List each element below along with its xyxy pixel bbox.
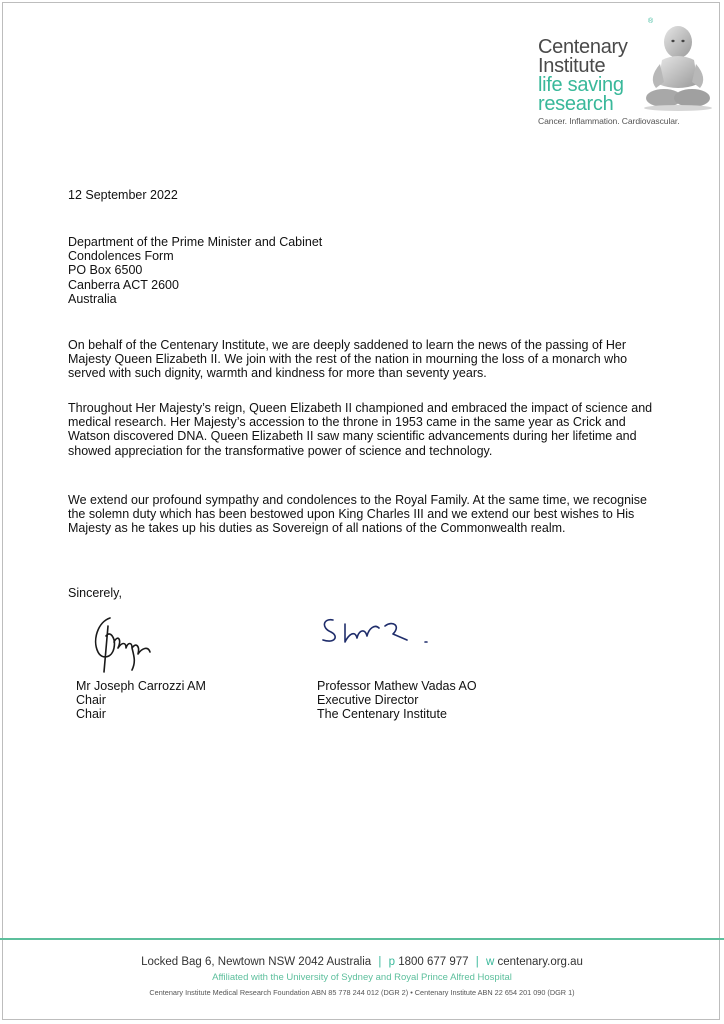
signatory-name: Professor Mathew Vadas AO bbox=[317, 679, 477, 693]
logo-tagline: Cancer. Inflammation. Cardiovascular. bbox=[538, 116, 680, 126]
separator: | bbox=[475, 956, 479, 968]
footer-contact bbox=[0, 956, 724, 968]
phone-prefix: p bbox=[388, 956, 395, 968]
footer-affiliation: Affiliated with the University of Sydney and Royal Prince Alfred Hospital bbox=[212, 972, 512, 983]
centenary-logo bbox=[532, 18, 722, 128]
logo-line-4: research bbox=[538, 93, 614, 115]
address-line: Department of the Prime Minister and Cabinet bbox=[68, 235, 323, 249]
address-line: Canberra ACT 2600 bbox=[68, 277, 179, 292]
paragraph-1: On behalf of the Centenary Institute, we are deeply saddened to learn the news of the passing of Her Majesty Queen Elizabeth II. We join with the rest of the nation in mourning the loss of a monarch who served with such dignity, warmth and kindness for more than seventy years. bbox=[68, 338, 628, 381]
signatory-title: Chair bbox=[76, 707, 106, 722]
address-line: PO Box 6500 bbox=[68, 263, 143, 278]
signatory-name: Mr Joseph Carrozzi AM bbox=[76, 679, 206, 693]
logo-line-2: Institute bbox=[538, 55, 606, 77]
closing: Sincerely, bbox=[68, 586, 122, 600]
signatory-title: Executive Director bbox=[317, 693, 419, 708]
separator: | bbox=[378, 956, 382, 968]
footer-website-link[interactable]: centenary.org.au bbox=[497, 956, 583, 968]
recipient-address bbox=[68, 235, 322, 306]
registered-mark: ® bbox=[648, 18, 654, 25]
signatory-title: The Centenary Institute bbox=[317, 707, 447, 722]
signature-left bbox=[88, 612, 168, 674]
logo-line-1: Centenary bbox=[538, 36, 628, 58]
letter-date: 12 September 2022 bbox=[68, 188, 178, 202]
signatory-right bbox=[317, 679, 477, 722]
paragraph-2: Throughout Her Majesty’s reign, Queen Elizabeth II championed and embraced the impact of science and medical research. Her Majesty’s accession to the throne in 1953 came in the same year as Crick and Watson discovered DNA. Queen Elizabeth II saw many scientific advancements during her lifetime and showed appreciation for the transformative power of science and technology. bbox=[68, 401, 653, 458]
footer-address: Locked Bag 6, Newtown NSW 2042 Australia bbox=[141, 956, 372, 968]
footer-phone: 1800 677 977 bbox=[398, 956, 469, 968]
logo-line-3: life saving bbox=[538, 74, 624, 96]
footer-rule bbox=[0, 938, 724, 940]
signature-right bbox=[315, 610, 455, 650]
signatory-left bbox=[76, 679, 206, 722]
address-line: Australia bbox=[68, 291, 117, 306]
footer-abn: Centenary Institute Medical Research Foundation ABN 85 778 244 012 (DGR 2) • Centenary Institute ABN 22 654 201 090 (DGR 1) bbox=[149, 988, 575, 997]
paragraph-3: We extend our profound sympathy and condolences to the Royal Family. At the same time, we recognise the solemn duty which has been bestowed upon King Charles III and we extend our best wishes to His Majesty as he takes up his duties as Sovereign of all nations of the Commonwealth realm. bbox=[68, 493, 648, 536]
web-prefix: w bbox=[485, 956, 495, 968]
baby-icon bbox=[640, 22, 716, 114]
signatory-title: Chair bbox=[76, 693, 106, 708]
address-line: Condolences Form bbox=[68, 249, 174, 264]
